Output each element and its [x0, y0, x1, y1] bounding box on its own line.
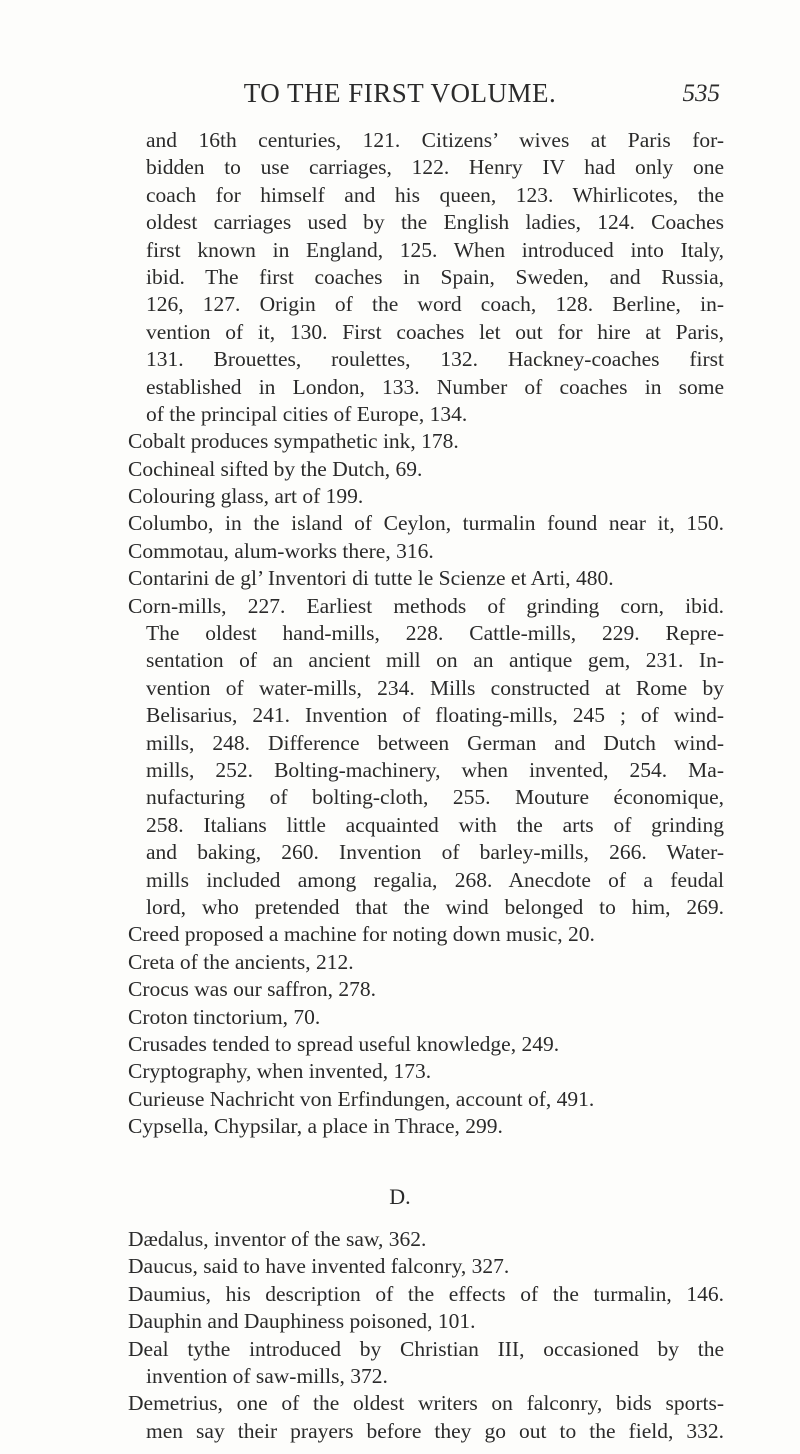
- index-line: established in London, 133. Number of coaches in some: [146, 374, 724, 399]
- index-line: coach for himself and his queen, 123. Whirlicotes, the: [146, 182, 724, 207]
- index-line: Demetrius, one of the oldest writers on falconry, bids sports-: [128, 1391, 724, 1416]
- index-line: of the principal cities of Europe, 134.: [146, 401, 468, 426]
- index-line: Creta of the ancients, 212.: [128, 949, 354, 974]
- index-line: and baking, 260. Invention of barley-mills, 266. Water-: [146, 840, 724, 865]
- index-line: ibid. The first coaches in Spain, Sweden, and Russia,: [146, 264, 724, 289]
- running-head: [0, 78, 800, 112]
- index-line: oldest carriages used by the English ladies, 124. Coaches: [146, 210, 724, 235]
- index-line: vention of it, 130. First coaches let out for hire at Paris,: [146, 319, 724, 344]
- index-line: Daucus, said to have invented falconry, 327.: [128, 1254, 510, 1279]
- index-line: Curieuse Nachricht von Erfindungen, account of, 491.: [128, 1086, 595, 1111]
- index-line: Belisarius, 241. Invention of floating-mills, 245 ; of wind-: [146, 703, 724, 728]
- index-line: Creed proposed a machine for noting down music, 20.: [128, 922, 595, 947]
- index-line: Cryptography, when invented, 173.: [128, 1059, 432, 1084]
- index-line: first known in England, 125. When introduced into Italy,: [146, 237, 724, 262]
- index-line: lord, who pretended that the wind belonged to him, 269.: [146, 894, 724, 919]
- running-title: TO THE FIRST VOLUME.: [243, 78, 557, 108]
- index-line: and 16th centuries, 121. Citizens’ wives at Paris for-: [146, 128, 724, 152]
- index-line: Daumius, his description of the effects of the turmalin, 146.: [128, 1281, 724, 1306]
- index-entries-d: [128, 1226, 724, 1445]
- index-line: Corn-mills, 227. Earliest methods of grinding corn, ibid.: [128, 593, 724, 618]
- index-entries-c: [128, 127, 724, 1140]
- index-line: mills, 252. Bolting-machinery, when invented, 254. Ma-: [146, 757, 724, 782]
- index-line: 131. Brouettes, roulettes, 132. Hackney-coaches first: [146, 347, 724, 372]
- page-number: 535: [682, 80, 720, 107]
- index-line: Commotau, alum-works there, 316.: [128, 538, 434, 563]
- index-line: The oldest hand-mills, 228. Cattle-mills, 229. Repre-: [146, 621, 724, 646]
- index-line: Columbo, in the island of Ceylon, turmalin found near it, 150.: [128, 511, 724, 536]
- index-line: Colouring glass, art of 199.: [128, 484, 364, 509]
- index-line: Contarini de gl’ Inventori di tutte le Scienze et Arti, 480.: [128, 566, 614, 591]
- index-line: 258. Italians little acquainted with the arts of grinding: [146, 812, 724, 837]
- index-line: mills, 248. Difference between German and Dutch wind-: [146, 730, 724, 755]
- index-line: nufacturing of bolting-cloth, 255. Mouture économique,: [146, 785, 724, 810]
- index-line: Crusades tended to spread useful knowledge, 249.: [128, 1031, 560, 1056]
- index-line: Crocus was our saffron, 278.: [128, 977, 377, 1002]
- index-line: bidden to use carriages, 122. Henry IV had only one: [146, 155, 724, 180]
- index-line: Dauphin and Dauphiness poisoned, 101.: [128, 1309, 476, 1334]
- index-line: men say their prayers before they go out to the field, 332.: [146, 1418, 724, 1443]
- section-heading-d: D.: [389, 1184, 411, 1209]
- index-line: vention of water-mills, 234. Mills constructed at Rome by: [146, 675, 724, 700]
- index-line: Croton tinctorium, 70.: [128, 1004, 321, 1029]
- index-line: 126, 127. Origin of the word coach, 128. Berline, in-: [146, 292, 724, 317]
- index-line: mills included among regalia, 268. Anecdote of a feudal: [146, 867, 724, 892]
- index-line: invention of saw-mills, 372.: [146, 1363, 388, 1388]
- index-line: Cochineal sifted by the Dutch, 69.: [128, 456, 423, 481]
- index-line: Cypsella, Chypsilar, a place in Thrace, 299.: [128, 1114, 503, 1139]
- index-line: Deal tythe introduced by Christian III, occasioned by the: [128, 1336, 724, 1361]
- index-line: Dædalus, inventor of the saw, 362.: [128, 1227, 427, 1251]
- index-line: Cobalt produces sympathetic ink, 178.: [128, 429, 459, 454]
- index-line: sentation of an ancient mill on an antique gem, 231. In-: [146, 648, 724, 673]
